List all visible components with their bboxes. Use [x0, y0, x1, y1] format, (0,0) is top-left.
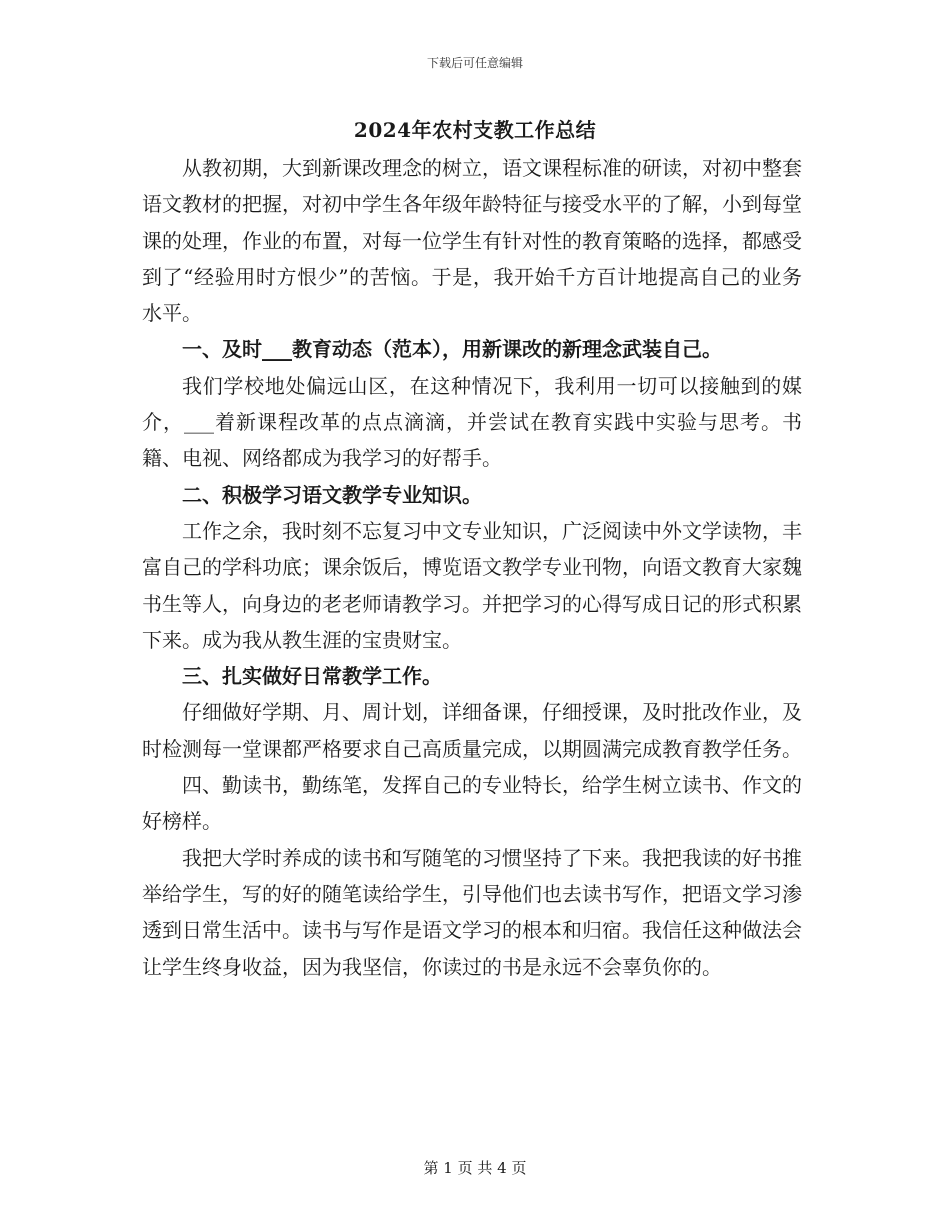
document-body [142, 150, 802, 985]
section-heading-2: 二、积极学习语文教学专业知识。 [182, 482, 482, 507]
header-note: 下载后可任意编辑 [426, 56, 523, 70]
page-footer: 第 1 页 共 4 页 [423, 1159, 527, 1177]
section-paragraph-3: 仔细做好学期、月、周计划，详细备课，仔细授课，及时批改作业，及时检测每一堂课都严格要求自己高质量完成，以期圆满完成教育教学任务。 [142, 700, 802, 761]
intro-paragraph: 从教初期，大到新课改理念的树立，语文课程标准的研读，对初中整套语文教材的把握，对初中学生各年级年龄特征与接受水平的了解，小到每堂课的处理，作业的布置，对每一位学生有针对性的教育策略的选择，都感受到了“经验用时方恨少”的苦恼。于是，我开始千方百计地提高自己的业务水平。 [142, 156, 802, 326]
section-heading-4: 四、勤读书，勤练笔，发挥自己的专业特长，给学生树立读书、作文的好榜样。 [142, 773, 802, 834]
section-paragraph-4: 我把大学时养成的读书和写随笔的习惯坚持了下来。我把我读的好书推举给学生，写的好的随笔读给学生，引导他们也去读书写作，把语文学习渗透到日常生活中。读书与写作是语文学习的根本和归宿。我信任这种做法会让学生终身收益，因为我坚信，你读过的书是永远不会辜负你的。 [142, 845, 802, 979]
section-paragraph-2: 工作之余，我时刻不忘复习中文专业知识，广泛阅读中外文学读物，丰富自己的学科功底；课余饭后，博览语文教学专业刊物，向语文教育大家魏书生等人，向身边的老老师请教学习。并把学习的心得写成日记的形式积累下来。成为我从教生涯的宝贵财宝。 [142, 518, 802, 652]
document-title: 2024年农村支教工作总结 [353, 118, 597, 142]
section-paragraph-1: 我们学校地处偏远山区，在这种情况下，我利用一切可以接触到的媒介，___着新课程改革的点点滴滴，并尝试在教育实践中实验与思考。书籍、电视、网络都成为我学习的好帮手。 [142, 373, 802, 471]
section-heading-3: 三、扎实做好日常教学工作。 [182, 664, 442, 689]
section-heading-1: 一、及时___教育动态（范本），用新课改的新理念武装自己。 [182, 337, 722, 362]
